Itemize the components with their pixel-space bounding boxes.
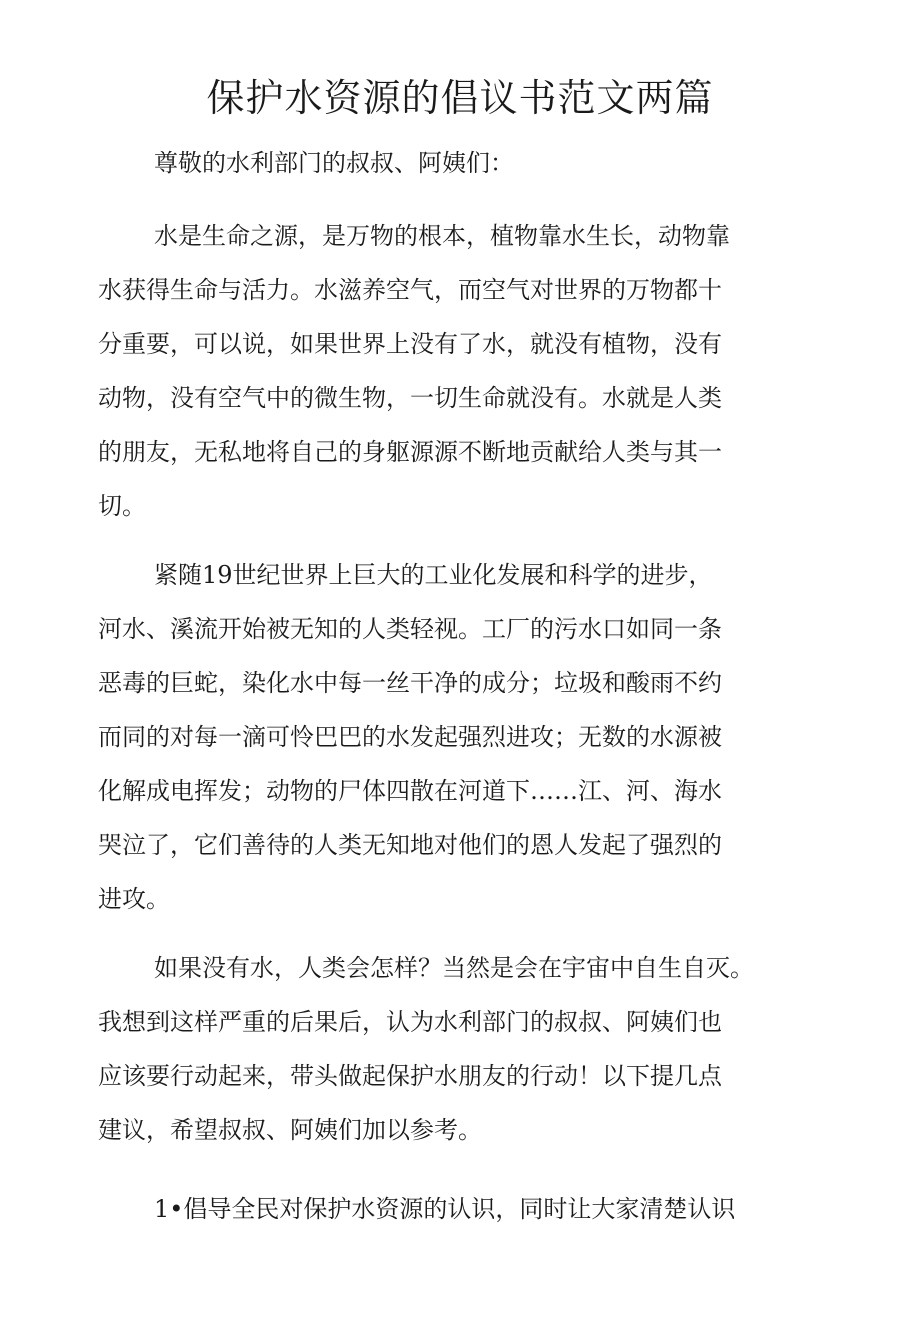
paragraph-line: 紧随19世纪世界上巨大的工业化发展和科学的进步， (154, 561, 713, 589)
paragraph-line: 水是生命之源，是万物的根本，植物靠水生长，动物靠 (154, 222, 730, 250)
paragraph-line: 进攻。 (98, 885, 170, 913)
paragraph-line: 哭泣了，它们善待的人类无知地对他们的恩人发起了强烈的 (98, 831, 722, 859)
paragraph-line: 分重要，可以说，如果世界上没有了水，就没有植物，没有 (98, 330, 722, 358)
document-title: 保护水资源的倡议书范文两篇 (206, 76, 714, 120)
numbered-item: 1•倡导全民对保护水资源的认识，同时让大家清楚认识 (154, 1195, 736, 1223)
paragraph-line: 建议，希望叔叔、阿姨们加以参考。 (98, 1116, 482, 1144)
paragraph-line: 的朋友，无私地将自己的身躯源源不断地贡献给人类与其一 (98, 438, 722, 466)
paragraph-line: 动物，没有空气中的微生物，一切生命就没有。水就是人类 (98, 384, 722, 412)
salutation: 尊敬的水利部门的叔叔、阿姨们： (154, 149, 514, 177)
paragraph-line: 恶毒的巨蛇，染化水中每一丝干净的成分；垃圾和酸雨不约 (98, 669, 722, 697)
paragraph-line: 我想到这样严重的后果后，认为水利部门的叔叔、阿姨们也 (98, 1008, 722, 1036)
paragraph-line: 而同的对每一滴可怜巴巴的水发起强烈进攻；无数的水源被 (98, 723, 722, 751)
paragraph-line: 水获得生命与活力。水滋养空气，而空气对世界的万物都十 (98, 276, 722, 304)
paragraph-line: 切。 (98, 492, 146, 520)
paragraph-line: 河水、溪流开始被无知的人类轻视。工厂的污水口如同一条 (98, 615, 722, 643)
paragraph-line: 如果没有水，人类会怎样？当然是会在宇宙中自生自灭。 (154, 954, 754, 982)
paragraph-line: 应该要行动起来，带头做起保护水朋友的行动！以下提几点 (98, 1062, 722, 1090)
paragraph-line: 化解成电挥发；动物的尸体四散在河道下……江、河、海水 (98, 777, 722, 805)
